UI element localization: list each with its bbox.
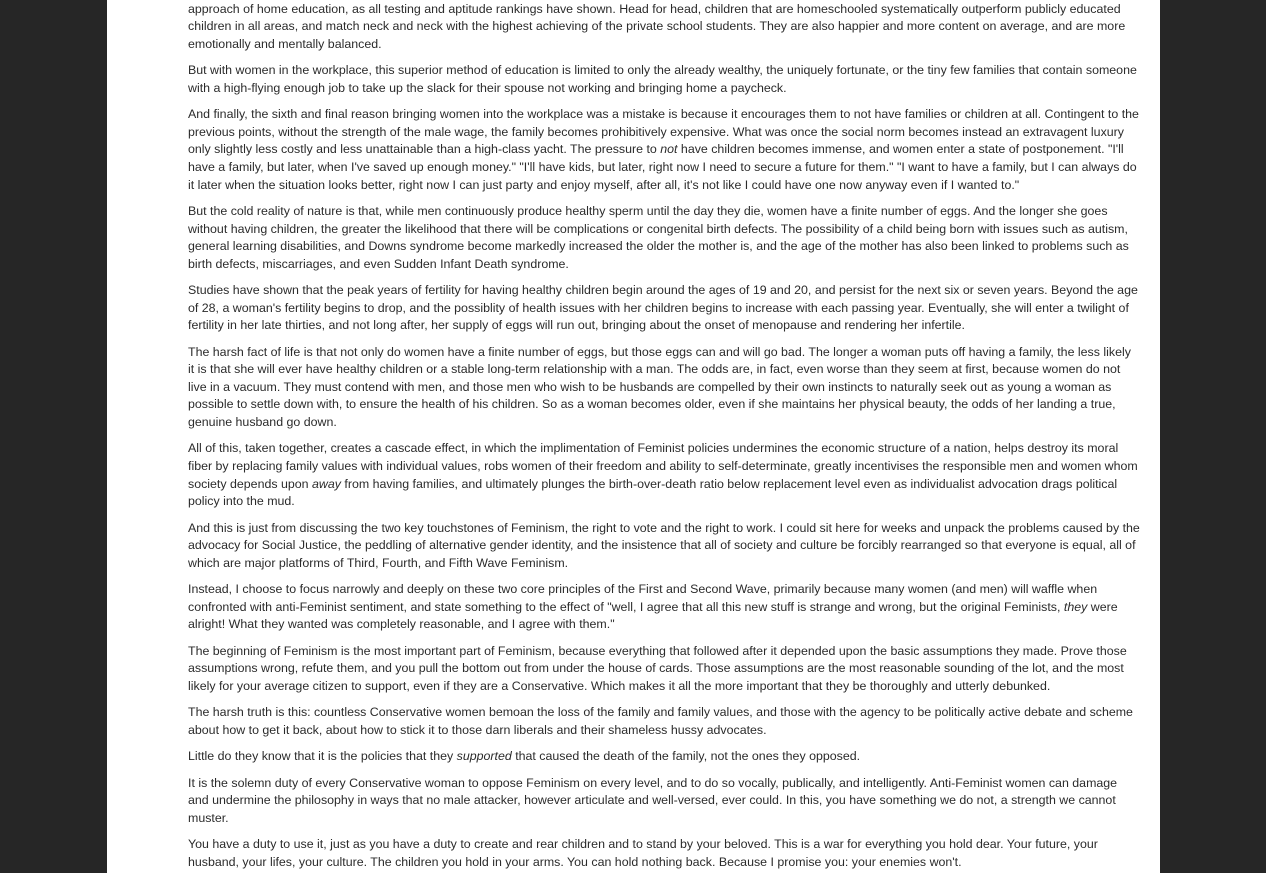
paragraph <box>188 520 1140 573</box>
paragraph <box>188 344 1140 432</box>
emphasis-text: supported <box>456 749 512 764</box>
text-run: The harsh truth is this: countless Conservative women bemoan the loss of the family and family values, and those with the agency to be politically active debate and scheme about how to get it back, about how to stick it to those darn liberals and their shameless hussy advocates. <box>188 705 1133 737</box>
paragraph <box>188 282 1140 335</box>
paragraph <box>188 440 1140 510</box>
text-run: approach of home education, as all testing and aptitude rankings have shown. Head for head, children that are homeschooled systematically outperform publicly educated children in all areas, and match neck and neck with the highest achieving of the private school students. They are also happier and more content on average, and are more emotionally and mentally balanced. <box>188 1 1126 51</box>
paragraph <box>188 836 1140 871</box>
text-run: The beginning of Feminism is the most important part of Feminism, because everything that followed after it depended upon the basic assumptions they made. Prove those assumptions wrong, refute them, and you pull the bottom out from under the house of cards. Those assumptions are the most reasonable sounding of the lot, and the most likely for your average citizen to support, even if they are a Conservative. Which makes it all the more important that they be thoroughly and utterly debunked. <box>188 643 1127 693</box>
paragraph <box>188 0 1140 53</box>
text-run: were alright! What they wanted was completely reasonable, and I agree with them." <box>188 599 1118 632</box>
text-run: The harsh fact of life is that not only do women have a finite number of eggs, but those eggs can and will go bad. The longer a woman puts off having a family, the less likely it is that she will ever have healthy children or a stable long-term relationship with a man. The odds are, in fact, even worse than they seem at first, because women do not live in a vacuum. They must contend with men, and those men who wish to be husbands are compelled by their own instincts to naturally seek out as young a woman as possible to settle down with, to ensure the health of his children. So as a woman becomes older, even if she maintains her physical beauty, the odds of her landing a true, genuine husband go down. <box>188 344 1131 430</box>
paragraph <box>188 203 1140 273</box>
text-run: You have a duty to use it, just as you have a duty to create and rear children and to stand by your beloved. This is a war for everything you hold dear. Your future, your husband, your lifes, your culture. The children you hold in your arms. You can hold nothing back. Because I promise you: your enemies won't. <box>188 837 1098 869</box>
emphasis-text: they <box>1063 599 1088 614</box>
paragraph <box>188 106 1140 194</box>
paragraph <box>188 643 1140 696</box>
paragraph <box>188 581 1140 634</box>
text-run: have children becomes immense, and women enter a state of postponement. "I'll have a family, but later, when I've saved up enough money." "I'll have kids, but later, right now I need to secure a future for them." "I want to have a family, but I can always do it later when the situation looks better, right now I can just party and enjoy myself, after all, it's not like I could have one now anyway even if I wanted to." <box>188 142 1137 192</box>
emphasis-text: not <box>660 142 678 157</box>
text-run: from having families, and ultimately plunges the birth-over-death ratio below replacement level even as individualist advocation drags political policy into the mud. <box>188 476 1118 509</box>
text-run: Little do they know that it is the policies that they <box>188 749 457 764</box>
text-run: And this is just from discussing the two key touchstones of Feminism, the right to vote and the right to work. I could sit here for weeks and unpack the problems caused by the advocacy for Social Justice, the peddling of alternative gender identity, and the insistence that all of society and culture be forcibly rearranged so that everyone is equal, all of which are major platforms of Third, Fourth, and Fifth Wave Feminism. <box>188 520 1140 570</box>
text-run: But the cold reality of nature is that, while men continuously produce healthy sperm until the day they die, women have a finite number of eggs. And the longer she goes without having children, the greater the likelihood that there will be complications or congenital birth defects. The possibility of a child being born with issues such as autism, general learning disabilities, and Downs syndrome become markedly increased the older the mother is, and the age of the mother has also been linked to problems such as birth defects, miscarriages, and even Sudden Infant Death syndrome. <box>188 203 1129 271</box>
paragraph <box>188 775 1140 828</box>
text-run: Studies have shown that the peak years of fertility for having healthy children begin around the ages of 19 and 20, and persist for the next six or seven years. Beyond the age of 28, a woman's fertility begins to drop, and the possiblity of health issues with her children begins to increase with each passing year. Eventually, she will enter a twilight of fertility in her late thirties, and not long after, her supply of eggs will run out, bringing about the onset of menopause and rendering her infertile. <box>188 283 1138 333</box>
text-run: All of this, taken together, creates a cascade effect, in which the implimentation of Feminist policies undermines the economic structure of a nation, helps destroy its moral fiber by replacing family values with individual values, robs women of their freedom and ability to self-determinate, greatly incentivises the responsible men and women whom society depends upon <box>188 441 1138 491</box>
text-run: Instead, I choose to focus narrowly and deeply on these two core principles of the First and Second Wave, primarily because many women (and men) will waffle when confronted with anti-Feminist sentiment, and state something to the effect of "well, I agree that all this new stuff is strange and wrong, but the original Feminists, <box>188 582 1098 614</box>
document-page <box>107 0 1160 873</box>
text-run: But with women in the workplace, this superior method of education is limited to only the already wealthy, the uniquely fortunate, or the tiny few families that contain someone with a high-flying enough job to take up the slack for their spouse not working and bringing home a paycheck. <box>188 63 1137 95</box>
paragraph <box>188 62 1140 97</box>
emphasis-text: away <box>312 476 341 491</box>
paragraph <box>188 748 1140 766</box>
text-run: that caused the death of the family, not the ones they opposed. <box>511 749 861 764</box>
text-run: And finally, the sixth and final reason bringing women into the workplace was a mistake is because it encourages them to not have families or children at all. Contingent to the previous points, without the strength of the male wage, the family becomes prohibitively expensive. What was once the social norm becomes instead an extravagent luxury only slightly less costly and less unattainable than a high-class yacht. The pressure to <box>188 107 1139 157</box>
paragraph <box>188 704 1140 739</box>
text-run: It is the solemn duty of every Conservative woman to oppose Feminism on every level, and to do so vocally, publically, and intelligently. Anti-Feminist women can damage and undermine the philosophy in ways that no male attacker, however articulate and well-versed, ever could. In this, you have something we do not, a strength we cannot muster. <box>188 775 1118 825</box>
document-body <box>188 0 1140 873</box>
